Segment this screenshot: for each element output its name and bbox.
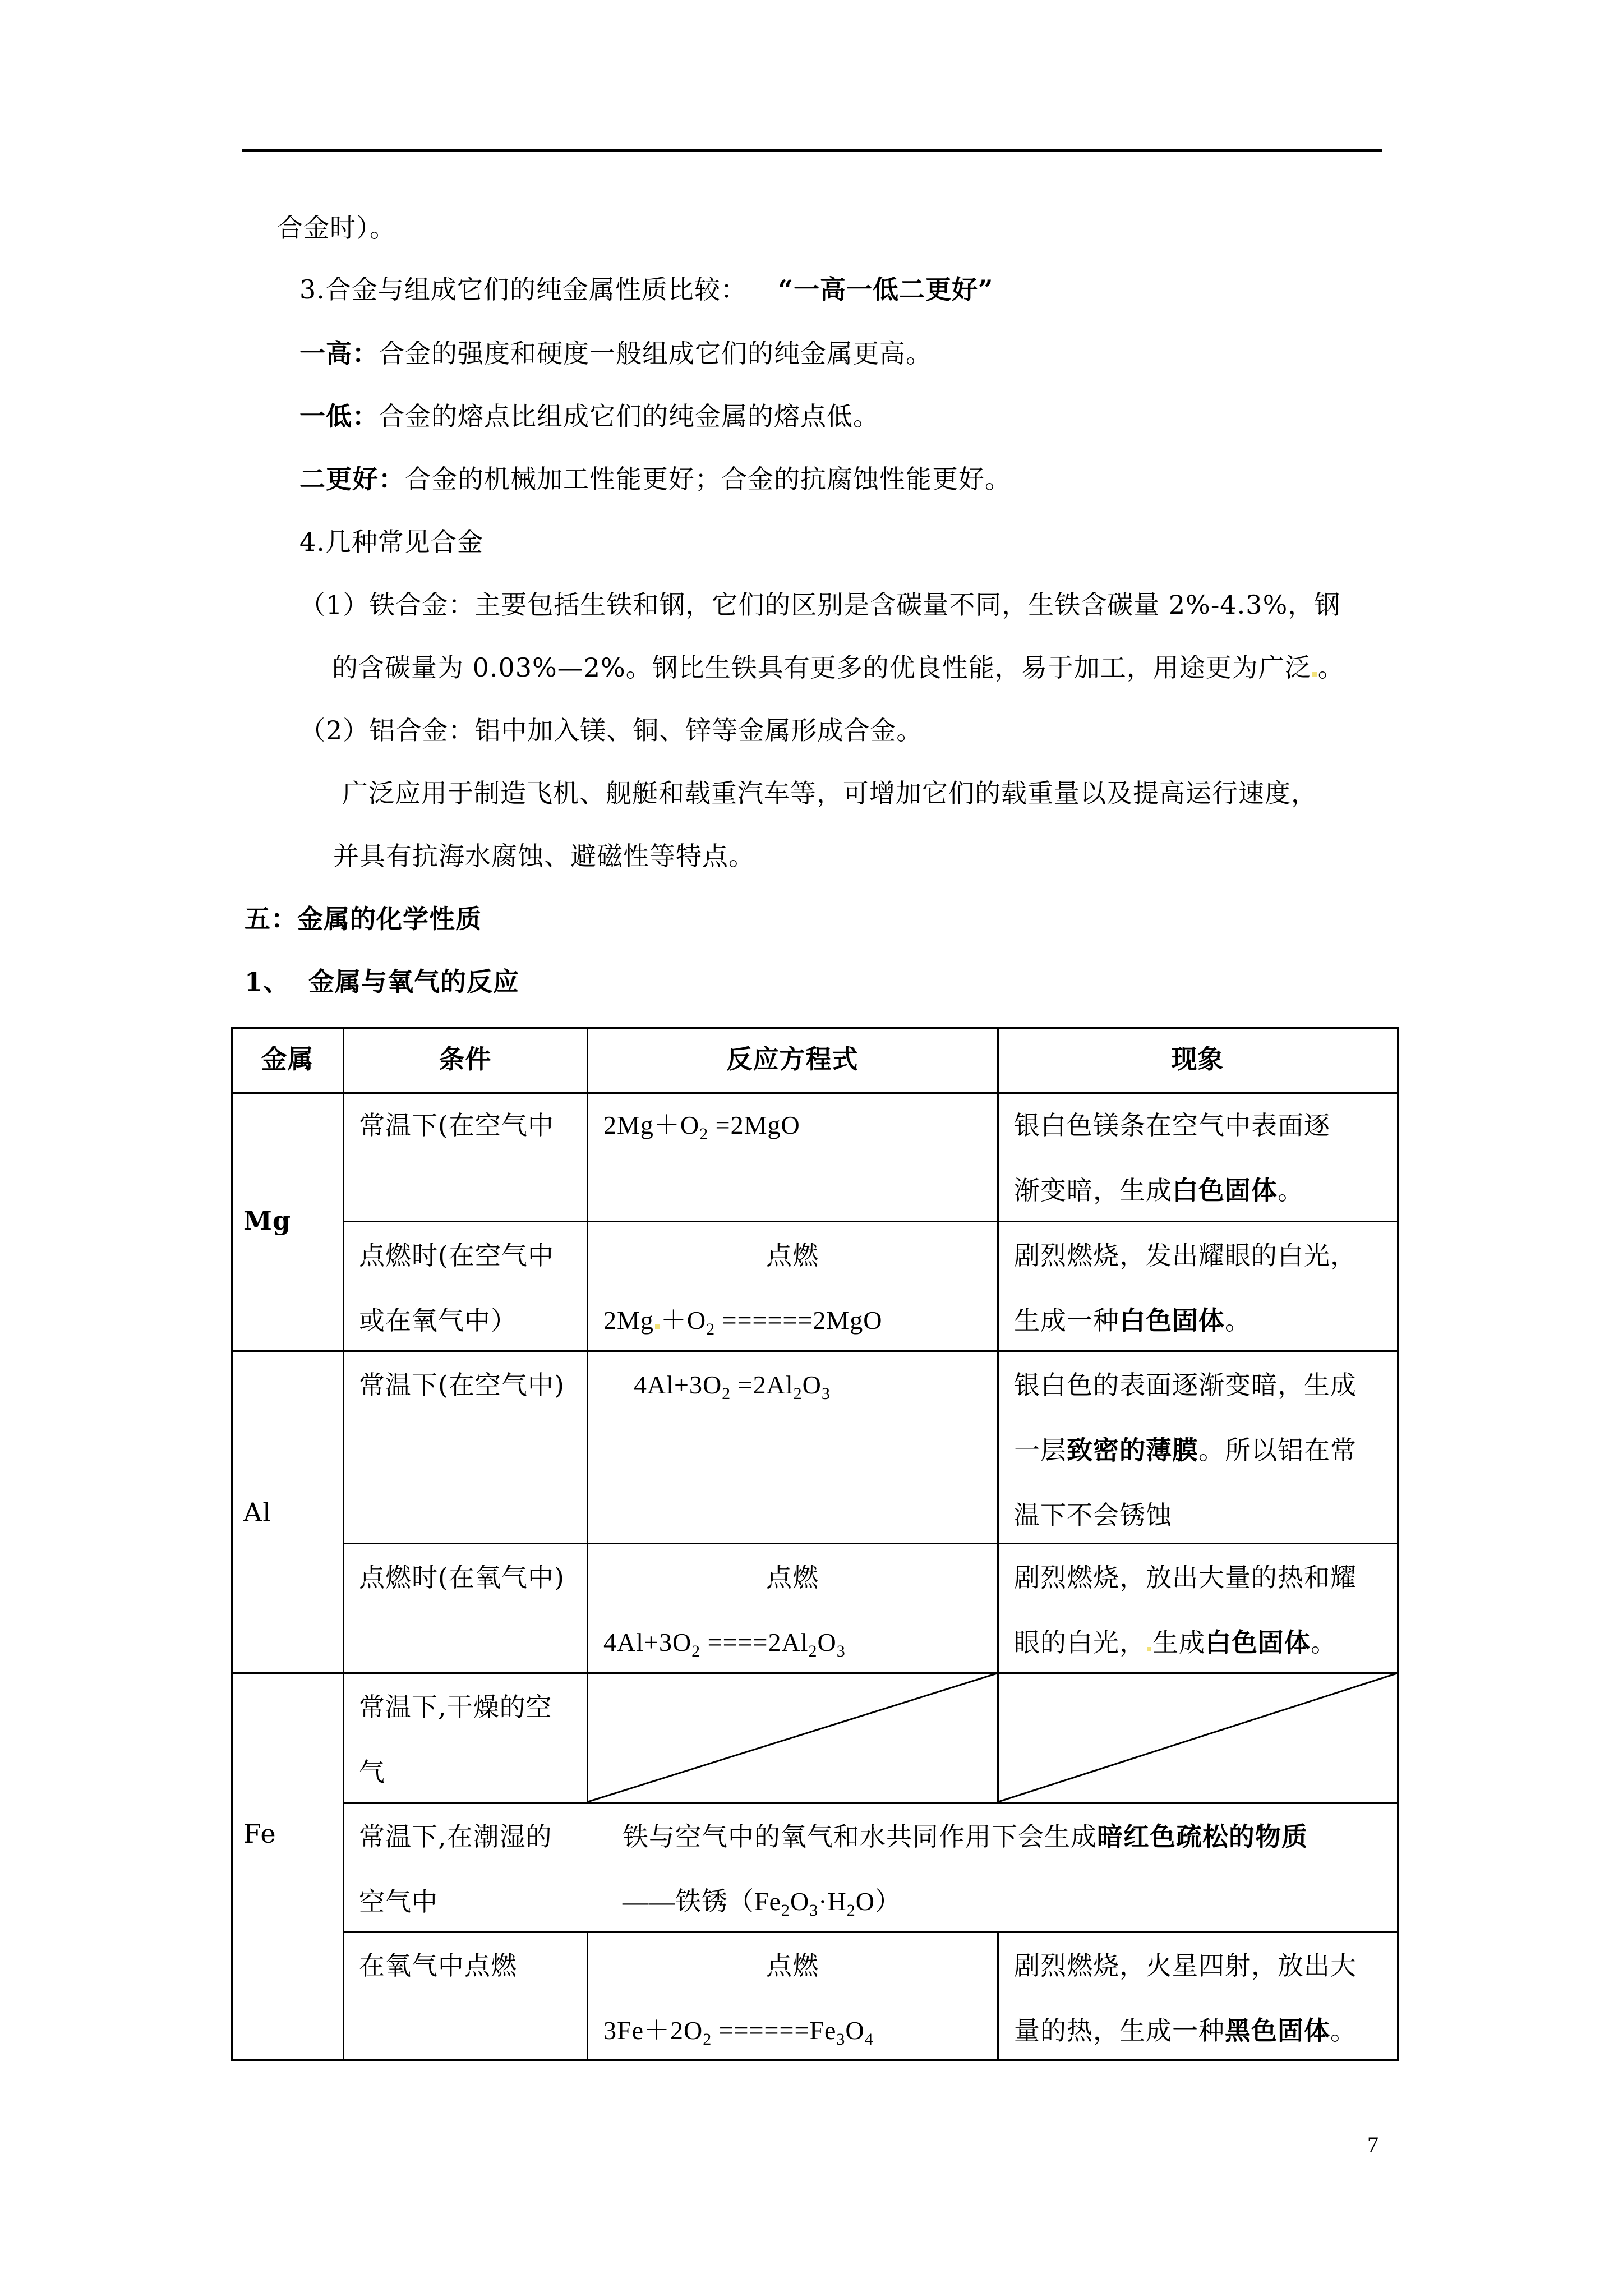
eq-part: =2Al xyxy=(731,1370,794,1399)
section3-title: 3.合金与组成它们的纯金属性质比较： xyxy=(299,274,747,305)
cond-line: 点燃时(在空气中 xyxy=(359,1240,554,1271)
rust-line xyxy=(623,1804,1308,1869)
metal-al: Al xyxy=(243,1497,271,1527)
phen-line xyxy=(1014,1418,1357,1483)
section5-title: 五：金属的化学性质 xyxy=(245,904,482,934)
metal-fe: Fe xyxy=(243,1819,276,1849)
eq-part: =2MgO xyxy=(708,1111,800,1139)
eq-part: 2Mg＋O xyxy=(603,1111,700,1139)
fe-phenomenon-3 xyxy=(1014,1933,1357,2063)
metal-mg: Mg xyxy=(243,1205,292,1236)
phen-line xyxy=(1014,1610,1357,1675)
eq-part: O xyxy=(802,1370,822,1399)
cond-line: 气 xyxy=(359,1757,385,1787)
empty-cell-slash xyxy=(998,1673,1397,1802)
phen-line xyxy=(1014,1998,1357,2063)
column-divider xyxy=(997,1931,999,2061)
property-text: 合金的强度和硬度一般组成它们的纯金属更高。 xyxy=(379,338,932,369)
phen-line: 温下不会锈蚀 xyxy=(1014,1500,1172,1530)
eq-part: ＋O xyxy=(660,1306,707,1335)
cond-line: 或在氧气中） xyxy=(359,1305,517,1336)
eq-subscript: 3 xyxy=(836,1642,846,1660)
eq-subscript: 2 xyxy=(706,1320,716,1338)
fe-condition-1 xyxy=(359,1674,552,1805)
rust-text: 铁与空气中的氧气和水共同作用下会生成 xyxy=(623,1821,1097,1852)
al-equation-2 xyxy=(588,1545,997,1675)
phen-line: 剧烈燃烧，发出耀眼的白光， xyxy=(1014,1240,1357,1271)
aluminum-alloy-line-3: 并具有抗海水腐蚀、避磁性等特点。 xyxy=(333,841,755,871)
reaction-condition-label: 点燃 xyxy=(766,1240,819,1271)
header-metal: 金属 xyxy=(261,1044,314,1074)
eq-part: 2Mg xyxy=(603,1306,654,1335)
metal-oxygen-table xyxy=(231,1027,1399,2060)
phen-text: 眼的白光， xyxy=(1014,1627,1146,1658)
property-label: 一高： xyxy=(299,338,379,369)
highlight-marker xyxy=(1147,1647,1151,1651)
section3-motto: “一高一低二更好” xyxy=(778,274,994,305)
property-label: 一低： xyxy=(299,401,379,431)
reaction-condition-label: 点燃 xyxy=(766,1562,819,1593)
rust-key: 暗红色疏松的物质 xyxy=(1097,1821,1308,1852)
eq-part: 3Fe＋2O xyxy=(603,2016,703,2045)
eq-subscript: 2 xyxy=(781,1901,790,1920)
phen-line: 银白色的表面逐渐变暗，生成 xyxy=(1014,1370,1357,1400)
iron-alloy-line-1: （1）铁合金：主要包括生铁和钢，它们的区别是含碳量不同，生铁含碳量 2%-4.3%，钢 xyxy=(299,590,1341,620)
slash-line xyxy=(998,1673,1397,1802)
eq-part: ======Fe xyxy=(712,2016,837,2045)
fe-equation-3 xyxy=(588,1933,997,2063)
property-label: 二更好： xyxy=(299,464,405,494)
aluminum-alloy-line-1: （2）铝合金：铝中加入镁、铜、锌等金属形成合金。 xyxy=(299,715,923,746)
continuation-text: 合金时）。 xyxy=(277,213,396,243)
eq-subscript: 3 xyxy=(836,2030,846,2049)
property-text: 合金的机械加工性能更好；合金的抗腐蚀性能更好。 xyxy=(405,464,1011,494)
eq-subscript: 2 xyxy=(793,1384,803,1403)
highlight-marker xyxy=(655,1324,660,1329)
phen-text: 。 xyxy=(1330,2016,1357,2046)
mg-equation-2 xyxy=(588,1223,997,1353)
eq-part: O xyxy=(790,1887,810,1916)
al-phenomenon-2 xyxy=(1014,1545,1357,1675)
eq-part: ·H xyxy=(818,1887,847,1916)
header-phenomenon: 现象 xyxy=(1171,1044,1224,1074)
phen-text: 。 xyxy=(1278,1175,1304,1205)
eq-part: O） xyxy=(855,1887,902,1916)
phen-key: 白色固体 xyxy=(1205,1627,1311,1658)
phen-line: 剧烈燃烧，放出大量的热和耀 xyxy=(1014,1562,1357,1593)
iron-alloy-text: 的含碳量为 0.03%—2%。钢比生铁具有更多的优良性能，易于加工，用途更为广泛 xyxy=(332,652,1311,683)
page-number: 7 xyxy=(1367,2132,1378,2157)
phen-text: 量的热，生成一种 xyxy=(1014,2016,1225,2046)
al-phenomenon-1 xyxy=(1014,1352,1357,1548)
cond-line: 常温下,在潮湿的 xyxy=(359,1821,552,1852)
eq-line xyxy=(588,1288,997,1353)
al-condition-2: 点燃时(在氧气中) xyxy=(359,1562,565,1593)
al-condition-1: 常温下(在空气中) xyxy=(359,1370,565,1400)
property-item xyxy=(299,399,879,433)
eq-part: 4Al+3O xyxy=(634,1370,722,1399)
cond-line: 空气中 xyxy=(359,1887,438,1917)
aluminum-alloy-line-2: 广泛应用于制造飞机、舰艇和载重汽车等，可增加它们的载重量以及提高运行速度， xyxy=(342,778,1317,808)
al-equation-1 xyxy=(634,1352,831,1418)
eq-subscript: 2 xyxy=(691,1642,701,1660)
mg-condition-1: 常温下(在空气中 xyxy=(359,1110,554,1140)
header-condition: 条件 xyxy=(439,1044,492,1074)
eq-subscript: 3 xyxy=(821,1384,831,1403)
property-item xyxy=(299,337,932,370)
rust-formula xyxy=(623,1869,1308,1934)
section4-title: 4.几种常见合金 xyxy=(299,527,483,557)
phen-text: 。 xyxy=(1225,1305,1251,1336)
property-text: 合金的熔点比组成它们的纯金属的熔点低。 xyxy=(379,401,879,431)
mg-phenomenon-2 xyxy=(1014,1223,1357,1353)
reaction-condition-label: 点燃 xyxy=(766,1950,819,1981)
eq-part: 4Al+3O xyxy=(603,1628,692,1657)
phen-line: 剧烈燃烧，火星四射，放出大 xyxy=(1014,1950,1357,1981)
section5-subtitle: 1、 金属与氧气的反应 xyxy=(245,967,520,997)
mg-phenomenon-1 xyxy=(1014,1093,1330,1223)
phen-text: 生成一种 xyxy=(1014,1305,1119,1336)
eq-part: O xyxy=(845,2016,865,2045)
phen-text: 。所以铝在常 xyxy=(1198,1435,1357,1465)
highlight-marker xyxy=(1312,672,1317,677)
phen-key: 白色固体 xyxy=(1119,1305,1225,1336)
iron-alloy-line-2 xyxy=(332,651,1344,684)
slash-line xyxy=(588,1673,997,1802)
cond-line: 常温下,干燥的空 xyxy=(359,1692,552,1722)
table-border-right xyxy=(1397,1027,1399,2061)
eq-part: ====2Al xyxy=(700,1628,809,1657)
phen-key: 黑色固体 xyxy=(1225,2016,1330,2046)
eq-subscript: 2 xyxy=(808,1642,818,1660)
mg-equation-1 xyxy=(603,1093,800,1158)
eq-subscript: 3 xyxy=(809,1901,819,1920)
fe-condition-3: 在氧气中点燃 xyxy=(359,1950,517,1981)
eq-subscript: 2 xyxy=(703,2030,712,2049)
phen-line xyxy=(1014,1158,1330,1223)
phen-key: 致密的薄膜 xyxy=(1067,1435,1198,1465)
phen-line: 银白色镁条在空气中表面逐 xyxy=(1014,1110,1330,1140)
phen-text: 渐变暗，生成 xyxy=(1014,1175,1172,1205)
section3-heading xyxy=(299,273,993,306)
phen-text: 。 xyxy=(1311,1627,1337,1658)
empty-cell-slash xyxy=(588,1673,997,1802)
mg-condition-2 xyxy=(359,1223,554,1353)
table-border-left xyxy=(231,1027,233,2061)
eq-subscript: 2 xyxy=(722,1384,731,1403)
column-divider xyxy=(343,1027,344,2061)
phen-line xyxy=(1014,1288,1357,1353)
eq-part: ======2MgO xyxy=(715,1306,883,1335)
phen-text: 生成 xyxy=(1152,1627,1205,1658)
eq-subscript: 2 xyxy=(846,1901,856,1920)
fe-condition-2 xyxy=(359,1804,552,1934)
phen-text: 一层 xyxy=(1014,1435,1067,1465)
header-equation: 反应方程式 xyxy=(726,1044,859,1074)
eq-part: O xyxy=(817,1628,837,1657)
eq-subscript: 4 xyxy=(864,2030,874,2049)
iron-alloy-end: 。 xyxy=(1317,652,1344,683)
phen-key: 白色固体 xyxy=(1172,1175,1278,1205)
eq-part: ——铁锈（Fe xyxy=(623,1887,781,1916)
property-item xyxy=(299,462,1011,496)
header-rule xyxy=(242,149,1382,152)
fe-rust-description xyxy=(623,1804,1308,1934)
eq-line xyxy=(588,1998,997,2063)
eq-subscript: 2 xyxy=(699,1125,709,1143)
eq-line xyxy=(588,1610,997,1675)
